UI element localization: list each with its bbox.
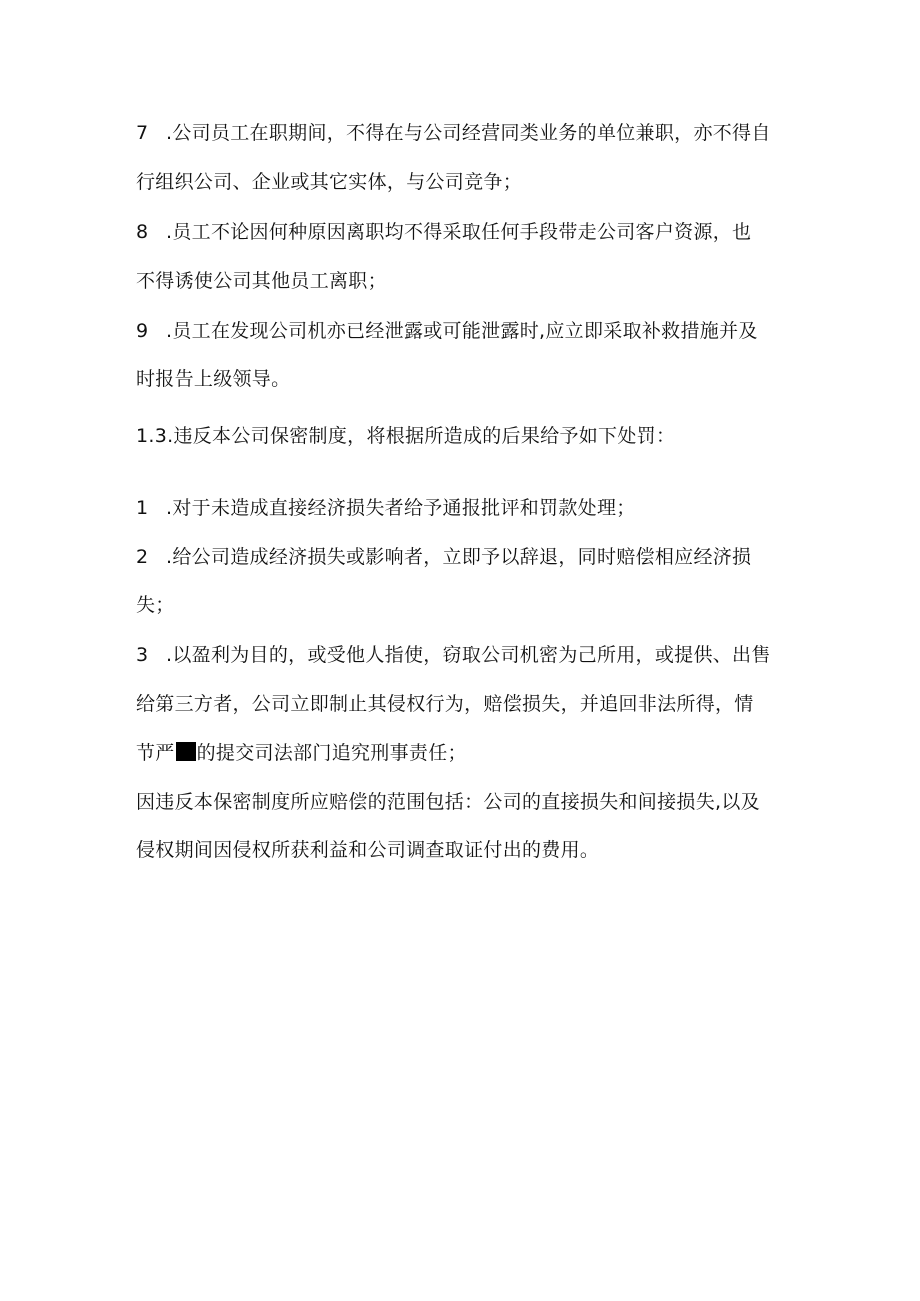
penalty-item-2-line-2: 失； [136, 594, 175, 616]
penalty-item-1-text: .对于未造成直接经济损失者给予通报批评和罚款处理； [166, 497, 636, 519]
section-heading: 1.3.违反本公司保密制度，将根据所造成的后果给予如下处罚： [136, 425, 676, 447]
penalty-item-3-text-3a: 节严 [136, 742, 175, 764]
item-9-line-1 [136, 319, 816, 343]
item-8-line-2: 不得诱使公司其他员工离职； [136, 270, 387, 292]
item-8-text-1: .员工不论因何种原因离职均不得采取任何手段带走公司客户资源，也 [166, 221, 752, 243]
penalty-item-3-text-1: .以盈利为目的，或受他人指使，窃取公司机密为己所用，或提供、出售 [166, 644, 771, 666]
penalty-item-3-line-3 [136, 741, 816, 765]
item-9-number: 9 [136, 320, 149, 342]
item-7-number: 7 [136, 122, 149, 144]
penalty-item-1-line-1 [136, 496, 816, 520]
closing-line-2: 侵权期间因侵权所获利益和公司调查取证付出的费用。 [136, 839, 600, 861]
item-9-line-2: 时报告上级领导。 [136, 368, 291, 390]
closing-line-1: 因违反本保密制度所应赔偿的范围包括：公司的直接损失和间接损失,以及 [136, 791, 760, 813]
redaction-block [176, 742, 196, 761]
penalty-item-1-number: 1 [136, 497, 149, 519]
penalty-item-2-text-1: .给公司造成经济损失或影响者，立即予以辞退，同时赔偿相应经济损 [166, 546, 752, 568]
penalty-item-2-line-1 [136, 545, 816, 569]
penalty-item-3-line-2: 给第三方者，公司立即制止其侵权行为，赔偿损失，并追回非法所得，情 [136, 693, 754, 715]
item-7-text-1: .公司员工在职期间，不得在与公司经营同类业务的单位兼职，亦不得自 [166, 122, 771, 144]
penalty-item-3-text-3b: 的提交司法部门追究刑事责任； [196, 742, 467, 764]
penalty-item-3-number: 3 [136, 644, 149, 666]
item-9-text-1: .员工在发现公司机亦已经泄露或可能泄露时,应立即采取补救措施并及 [166, 320, 758, 342]
item-8-number: 8 [136, 221, 149, 243]
item-7-line-1 [136, 121, 816, 145]
penalty-item-2-number: 2 [136, 546, 149, 568]
item-7-line-2: 行组织公司、企业或其它实体，与公司竞争； [136, 171, 523, 193]
item-8-line-1 [136, 220, 816, 244]
penalty-item-3-line-1 [136, 643, 816, 667]
